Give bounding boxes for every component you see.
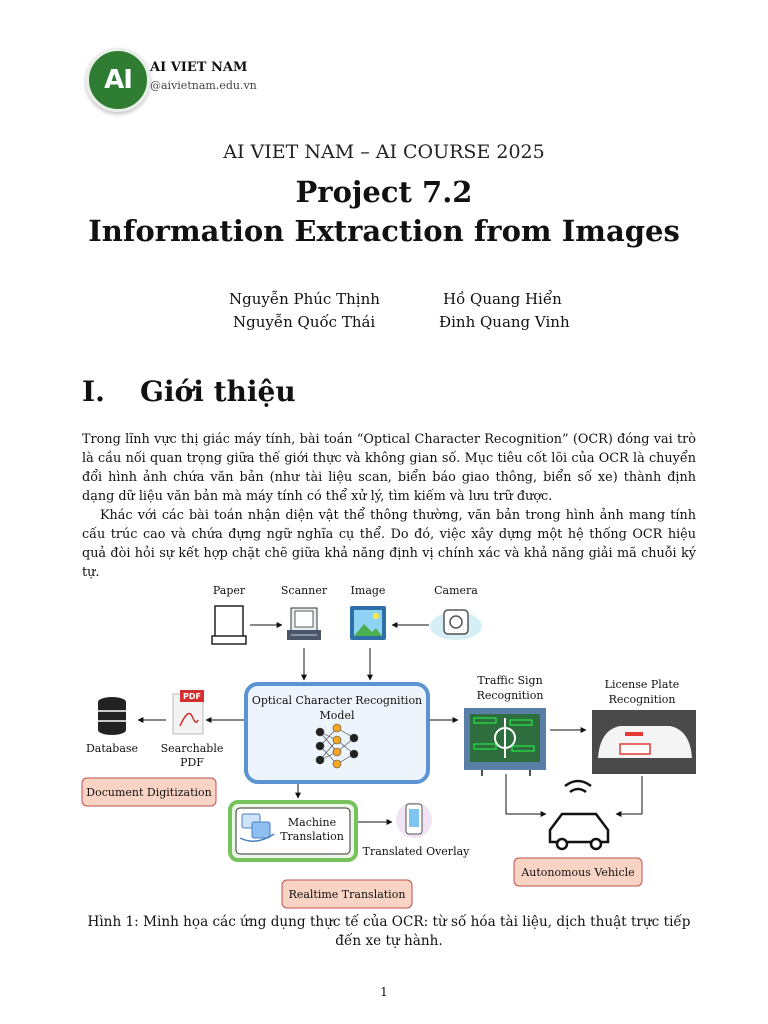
course-title: AI VIET NAM – AI COURSE 2025 bbox=[223, 141, 545, 163]
ocr-label-line2: Model bbox=[319, 709, 355, 722]
paper-label: Paper bbox=[212, 584, 246, 597]
ocr-label-line1: Optical Character Recognition bbox=[251, 694, 423, 707]
page-number: 1 bbox=[380, 985, 388, 999]
searchable-pdf-line2: PDF bbox=[180, 756, 204, 769]
author-1: Nguyễn Phúc Thịnh bbox=[229, 290, 380, 308]
figure-caption: Hình 1: Minh họa các ứng dụng thực tế của OCR: từ số hóa tài liệu, dịch thuật trực tiếp đến xe tự hành. bbox=[87, 914, 691, 949]
author-3: Nguyễn Quốc Thái bbox=[233, 313, 376, 331]
paragraph-1: Trong lĩnh vực thị giác máy tính, bài toán “Optical Character Recognition” (OCR) đóng vai trò là cầu nối quan trọng giữa thế giới thực và không gian số. Mục tiêu cốt lõi của OCR là chuyển đổi hình ảnh chứa văn bản (như tài liệu scan, biển báo giao thông, biển số xe) thành định dạng dữ liệu văn bản mà máy tính có thể xử lý, tìm kiếm và lưu trữ được. bbox=[82, 432, 696, 504]
brand-handle: @aivietnam.edu.vn bbox=[150, 79, 257, 92]
phone-icon bbox=[396, 802, 432, 838]
ocr-applications-figure bbox=[80, 580, 700, 912]
logo bbox=[86, 48, 150, 112]
database-icon bbox=[98, 697, 126, 735]
machine-translation-line1: Machine bbox=[287, 816, 337, 829]
section-number: I. bbox=[82, 375, 105, 408]
traffic-sign-line2: Recognition bbox=[476, 689, 544, 702]
author-4: Đinh Quang Vinh bbox=[439, 313, 570, 331]
machine-translation-line2: Translation bbox=[280, 830, 344, 843]
document-title bbox=[0, 173, 768, 251]
image-label: Image bbox=[350, 584, 386, 597]
title-line-2: Information Extraction from Images bbox=[88, 214, 680, 248]
database-label: Database bbox=[85, 742, 139, 755]
traffic-sign-image bbox=[464, 708, 546, 776]
searchable-pdf-line1: Searchable bbox=[160, 742, 224, 755]
traffic-sign-line1: Traffic Sign bbox=[477, 674, 543, 687]
title-line-1: Project 7.2 bbox=[295, 175, 473, 209]
scanner-label: Scanner bbox=[280, 584, 328, 597]
paper-icon bbox=[212, 606, 246, 644]
scanner-icon bbox=[287, 608, 321, 640]
autonomous-vehicle-label: Autonomous Vehicle bbox=[521, 866, 635, 879]
brand-name: AI VIET NAM bbox=[150, 60, 248, 75]
license-plate-image bbox=[592, 710, 696, 774]
camera-icon bbox=[430, 610, 482, 640]
license-plate-line2: Recognition bbox=[608, 693, 676, 706]
author-2: Hồ Quang Hiển bbox=[443, 290, 562, 308]
realtime-translation-label: Realtime Translation bbox=[288, 888, 406, 901]
autonomous-car-icon bbox=[550, 781, 608, 849]
document-digitization-label: Document Digitization bbox=[86, 786, 212, 799]
pdf-badge: PDF bbox=[183, 692, 201, 701]
camera-label: Camera bbox=[434, 584, 478, 597]
license-plate-line1: License Plate bbox=[604, 678, 680, 691]
paragraph-2: Khác với các bài toán nhận diện vật thể thông thường, văn bản trong hình ảnh mang tính cấu trúc cao và chứa đựng ngữ nghĩa cụ thể. Do đó, việc xây dựng một hệ thống OCR hiệu quả đòi hỏi sự kết hợp chặt chẽ giữa khả năng định vị chính xác và khả năng giải mã chuỗi ký tự. bbox=[82, 508, 696, 580]
image-icon bbox=[350, 606, 386, 640]
section-title: Giới thiệu bbox=[140, 375, 296, 408]
section-heading bbox=[82, 375, 296, 408]
translated-overlay-label: Translated Overlay bbox=[362, 845, 470, 858]
logo-text: AI bbox=[104, 65, 132, 95]
pdf-icon bbox=[173, 690, 204, 734]
